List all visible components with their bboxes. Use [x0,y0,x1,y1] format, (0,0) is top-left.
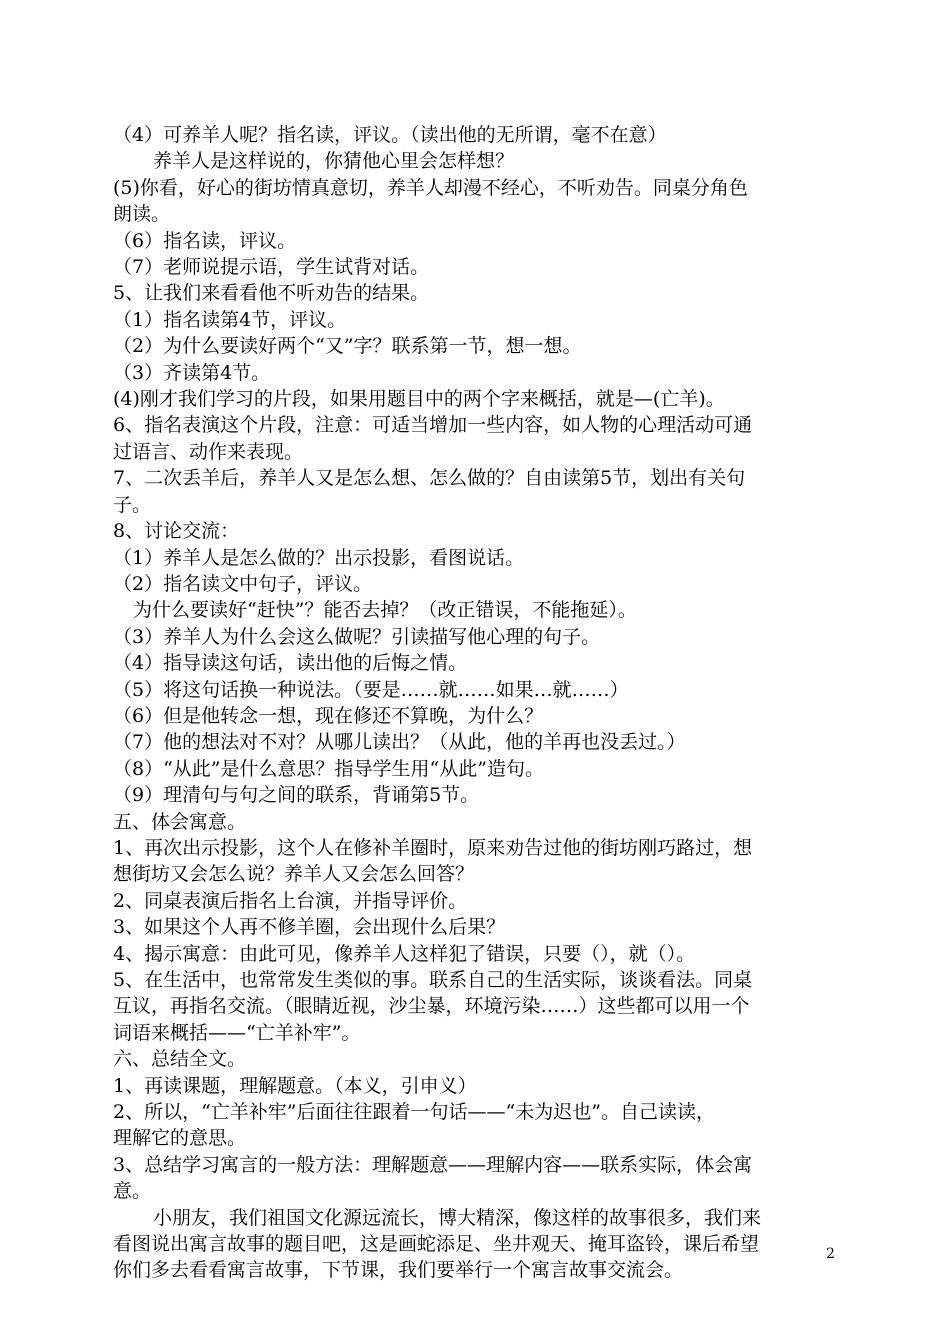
text-line: （3）养羊人为什么会这么做呢？引读描写他心理的句子。 [113,625,601,648]
text-line: 1、再读课题，理解题意。（本义，引申义） [113,1074,477,1097]
text-line: 8、讨论交流： [113,520,240,543]
text-line: （7）他的想法对不对？从哪儿读出？（从此，他的羊再也没丢过。） [113,731,686,754]
text-line: （8）“从此”是什么意思？指导学生用“从此”造句。 [113,757,544,780]
text-line: 3、如果这个人再不修羊圈，会出现什么后果？ [113,916,506,939]
text-line: 4、揭示寓意：由此可见，像养羊人这样犯了错误，只要（），就（）。 [113,942,696,965]
text-line: （4）可养羊人呢？指名读，评议。（读出他的无所谓，毫不在意） [113,124,667,146]
text-line: 养羊人是这样说的，你猜他心里会怎样想？ [153,150,515,173]
text-line: （7）老师说提示语，学生试背对话。 [113,256,430,279]
text-line: 子。 [113,493,152,516]
text-line: 7、二次丢羊后，养羊人又是怎么想、怎么做的？自由读第5节，划出有关句 [113,467,746,490]
text-line: 5、让我们来看看他不听劝告的结果。 [113,282,430,305]
page-number: 2 [826,1246,835,1262]
text-line: （2）指名读文中句子，评议。 [113,572,373,595]
text-line: 6、指名表演这个片段，注意：可适当增加一些内容，如人物的心理活动可通 [113,414,753,437]
text-line: 1、再次出示投影，这个人在修补羊圈时，原来劝告过他的街坊刚巧路过，想 [113,836,753,859]
text-line: （3）齐读第4节。 [113,361,271,384]
text-line: (5)你看，好心的街坊情真意切，养羊人却漫不经心，不听劝告。同桌分角色 [113,176,748,199]
text-line: 2、所以，“亡羊补牢”后面往往跟着一句话——“未为迟也”。自己读读， [113,1101,715,1124]
text-line: 5、在生活中，也常常发生类似的事。联系自己的生活实际，谈谈看法。同桌 [113,969,753,991]
text-line: 为什么要读好“赶快”？能否去掉？（改正错误，不能拖延）。 [133,599,637,622]
document-body [113,122,843,1284]
text-line: （2）为什么要读好两个“又”字？联系第一节，想一想。 [113,335,582,358]
text-line: （9）理清句与句之间的联系，背诵第5节。 [113,784,480,807]
text-line: 2、同桌表演后指名上台演，并指导评价。 [113,889,468,912]
text-line: 理解它的意思。 [113,1127,247,1150]
text-line: 过语言、动作来表现。 [113,440,304,463]
section-heading: 六、总结全文。 [113,1048,247,1071]
text-line: 3、总结学习寓言的一般方法：理解题意——理解内容——联系实际，体会寓 [113,1153,753,1176]
text-line: （6）指名读，评议。 [113,229,297,252]
text-line: （6）但是他转念一想，现在修还不算晚，为什么？ [113,704,544,727]
text-line: 互议，再指名交流。（眼睛近视，沙尘暴，环境污染……）这些都可以用一个 [113,995,750,1018]
section-heading: 五、体会寓意。 [113,810,247,833]
text-line: 意。 [113,1180,152,1203]
text-line: 词语来概括——“亡羊补牢”。 [113,1021,361,1044]
text-line: （5）将这句话换一种说法。（要是……就……如果…就……） [113,678,629,701]
text-line: （4）指导读这句话，读出他的后悔之情。 [113,652,468,675]
text-line: 你们多去看看寓言故事，下节课，我们要举行一个寓言故事交流会。 [113,1259,684,1282]
text-line: (4)刚才我们学习的片段，如果用题目中的两个字来概括，就是—(亡羊)。 [113,388,725,411]
text-line: 想街坊又会怎么说？养羊人又会怎么回答？ [113,863,475,886]
text-line: （1）指名读第4节，评议。 [113,308,347,331]
text-line: 朗读。 [113,203,171,226]
text-line: 看图说出寓言故事的题目吧，这是画蛇添足、坐井观天、掩耳盗铃，课后希望 [113,1233,760,1256]
text-line: 小朋友，我们祖国文化源远流长，博大精深，像这样的故事很多，我们来 [153,1206,762,1229]
text-line: （1）养羊人是怎么做的？出示投影，看图说话。 [113,546,525,569]
